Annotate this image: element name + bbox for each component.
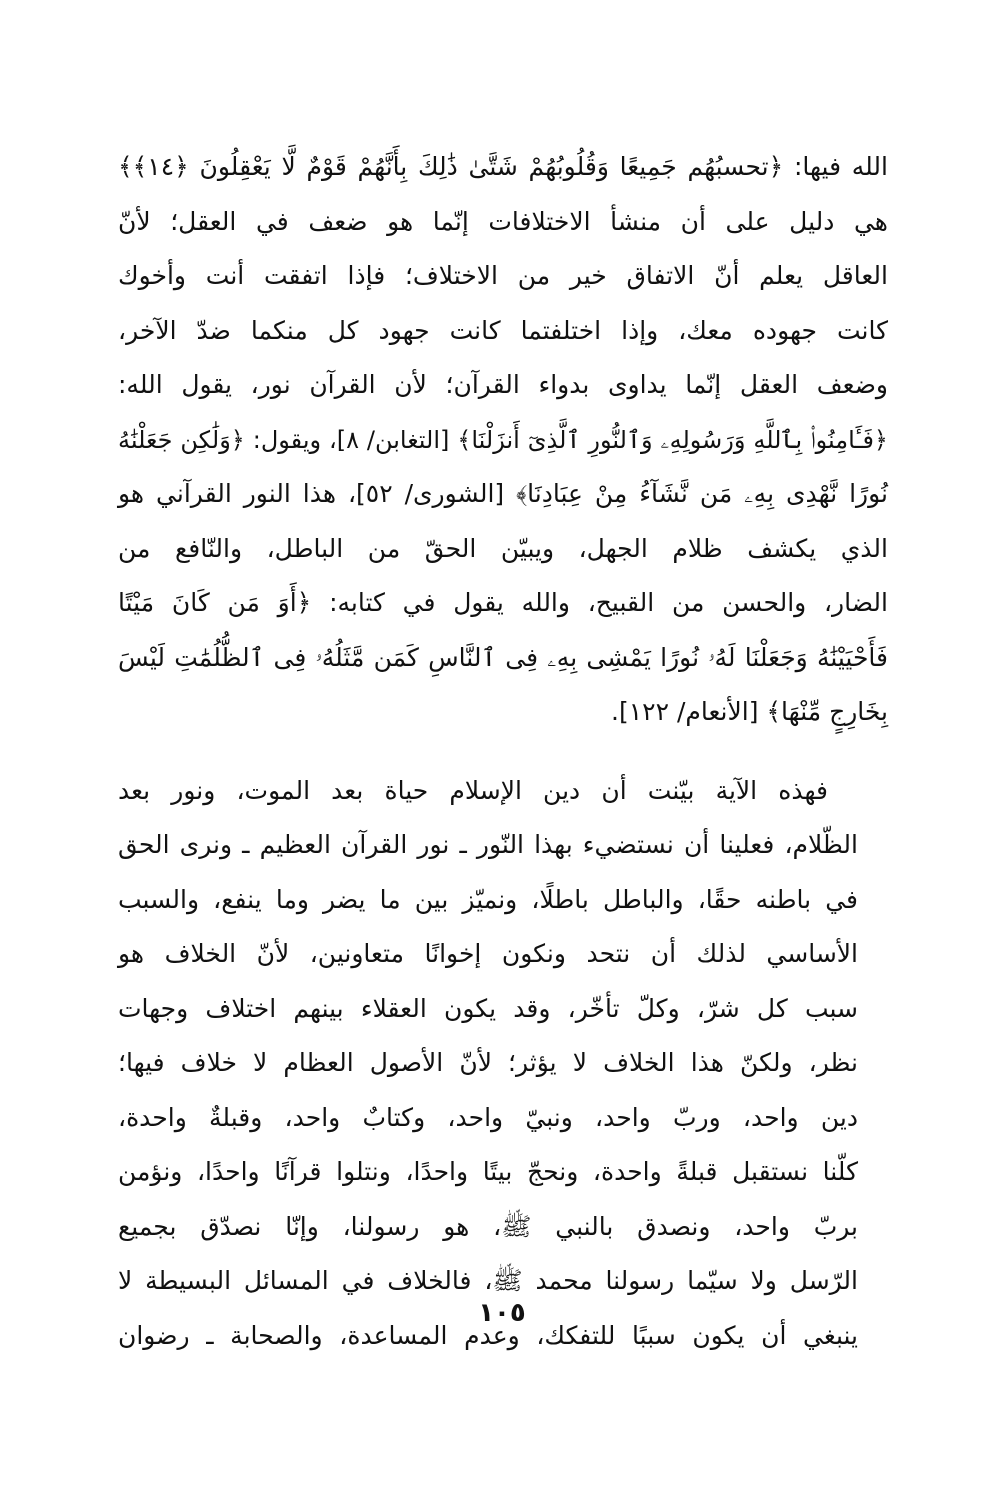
paragraph-1 bbox=[118, 140, 888, 740]
page-number: ١٠٥ bbox=[478, 1298, 526, 1328]
text-line: الظّلام، فعلينا أن نستضيء بهذا النّور ـ نور القرآن العظيم ـ ونرى الحق bbox=[118, 830, 858, 859]
text-line: الذي يكشف ظلام الجهل، ويبيّن الحقّ من الباطل، والنّافع من bbox=[118, 533, 888, 563]
text-line: فَأَحْيَيْنَٰهُ وَجَعَلْنَا لَهُۥ نُورًا يَمْشِى بِهِۦ فِى ٱلنَّاسِ كَمَن مَّثَلُهُۥ فِى ٱلظُّلُمَٰتِ لَيْسَ bbox=[118, 642, 888, 672]
text-line: في باطنه حقًا، والباطل باطلًا، ونميّز بين ما يضر وما ينفع، والسبب bbox=[118, 884, 858, 914]
text-line: كانت جهوده معك، وإذا اختلفتما كانت جهود كل منكما ضدّ الآخر، bbox=[118, 315, 888, 345]
text-line: نُورًا نَّهْدِى بِهِۦ مَن نَّشَآءُ مِنْ عِبَادِنَا﴾ [الشورى/ ٥٢]، هذا النور القرآني هو bbox=[118, 479, 888, 508]
text-line: هي دليل على أن منشأ الاختلافات إنّما هو ضعف في العقل؛ لأنّ bbox=[118, 206, 888, 236]
text-line: العاقل يعلم أنّ الاتفاق خير من الاختلاف؛ فإذا اتفقت أنت وأخوك bbox=[118, 261, 888, 290]
text-line: سبب كل شرّ، وكلّ تأخّر، وقد يكون العقلاء بينهم اختلاف وجهات bbox=[118, 993, 858, 1023]
text-line: الرّسل ولا سيّما رسولنا محمد ﷺ، فالخلاف في المسائل البسيطة لا bbox=[118, 1266, 858, 1295]
text-line: فهذه الآية بيّنت أن دين الإسلام حياة بعد الموت، ونور بعد bbox=[118, 775, 828, 805]
text-line: الضار، والحسن من القبيح، والله يقول في كتابه: ﴿أَوَ مَن كَانَ مَيْتًا bbox=[118, 588, 888, 617]
text-line: كلّنا نستقبل قبلةً واحدة، ونحجّ بيتًا واحدًا، ونتلوا قرآنًا واحدًا، ونؤمن bbox=[118, 1157, 858, 1186]
text-line: دين واحد، وربّ واحد، ونبيّ واحد، وكتابٌ واحد، وقبلةٌ واحدة، bbox=[118, 1102, 858, 1132]
page-body bbox=[118, 140, 888, 1363]
text-line: الله فيها: ﴿تحسبُهُم جَمِيعًا وَقُلُوبُهُمْ شَتَّىٰ ذَٰلِكَ بِأَنَّهُمْ قَوْمٌ لَّا يَعْقِلُونَ ﴿١٤﴾﴾ bbox=[118, 152, 888, 181]
text-line: نظر، ولكنّ هذا الخلاف لا يؤثر؛ لأنّ الأصول العظام لا خلاف فيها؛ bbox=[118, 1048, 858, 1077]
text-line: بِخَارِجٍ مِّنْهَا﴾ [الأنعام/ ١٢٢]. bbox=[611, 697, 888, 726]
text-line: ينبغي أن يكون سببًا للتفكك، وعدم المساعدة، والصحابة ـ رضوان bbox=[118, 1320, 858, 1350]
text-line: بربّ واحد، ونصدق بالنبي ﷺ، هو رسولنا، وإنّا نصدّق بجميع bbox=[118, 1211, 858, 1241]
text-line: ﴿فَـَٔامِنُوا۟ بِٱللَّهِ وَرَسُولِهِۦ وَٱلنُّورِ ٱلَّذِىٓ أَنزَلْنَا﴾ [التغابن/ ٨]، ويقول: ﴿وَلَٰكِن جَعَلْنَٰهُ bbox=[118, 425, 888, 454]
paragraph-2 bbox=[118, 764, 888, 1364]
text-line: وضعف العقل إنّما يداوى بدواء القرآن؛ لأن القرآن نور، يقول الله: bbox=[118, 370, 888, 399]
text-line: الأساسي لذلك أن نتحد ونكون إخوانًا متعاونين، لأنّ الخلاف هو bbox=[118, 939, 858, 968]
